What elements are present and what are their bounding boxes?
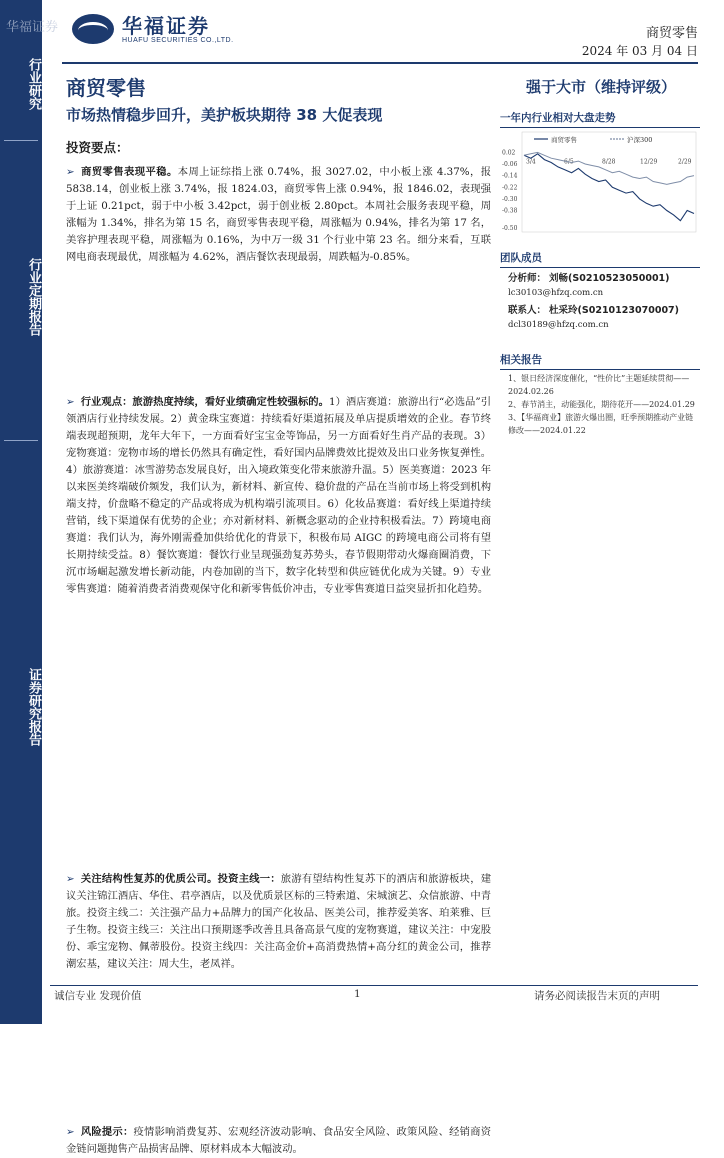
rating-label: 强于大市（维持评级） bbox=[525, 78, 676, 96]
section-risk-warning bbox=[66, 1124, 491, 1158]
section-body: 本周上证综指上涨 0.74%，报 3027.02，中小板上涨 4.37%，报 5838.14，创业板上涨 3.74%，报 1824.03，商贸零售上涨 0.94%，报 1846.02，表现强于上证 0.21pct，弱于中小板 3.42pct，弱于创业板 2.80pct。本周社会服务表现平稳，周涨幅为 1.34%，排名为第 15 名，商贸零售表现平稳，周涨幅为 0.94%，排名为第 17 名，美容护理表现平稳，周涨幅为 0.16%，为中万一级 31 个行业中第 23 名。细分来看，互联网电商表现最优，周涨幅为 4.62%，酒店餐饮表现最弱，周跌幅为-0.85%。 bbox=[66, 166, 491, 263]
contact-row bbox=[508, 302, 679, 316]
section-market-performance bbox=[66, 164, 491, 266]
analyst-name: 刘畅(S0210523050001) bbox=[549, 273, 670, 284]
section-body: 1）酒店赛道：旅游出行“必选品”引领酒店行业持续发展。2）黄金珠宝赛道：持续看好渠道拓展及单店提质增效的企业。春节终端表现超预期，龙年大年下，一方面看好宝宝金等饰品，另一方面看好生肖产品的表现。3）宠物赛道：宠物市场的增长仍然具有确定性，看好国内品牌费效比提效及出口业务恢复弹性。4）旅游赛道：冰雪游势态发展良好，出入境政策变化带来旅游升温。5）医美赛道：2023 年以来医美终端破价频发，我们认为，新材料、新宣传、稳价盘的产品在当前市场上将受到机构端支持，价盘略不稳定的产品或将成为机构端引流项目。6）化妆品赛道：看好线上渠道持续营销，线下渠道保有优势的企业；亦对新材料、新概念驱动的企业持积极看法。7）跨境电商赛道：我们认为，海外刚需叠加供给优化的背景下，积极布局 AIGC 的跨境电商公司将有望长期持续受益。8）餐饮赛道：餐饮行业呈现强劲复苏势头，春节假期带动火爆商圈消费，下沉市场崛起激发增长新动能，内卷加剧的当下，数字化转型和供应链优化成为关键。9）专业零售赛道：随着消费者消费观保守化和新零售低价冲击，专业零售赛道日益突显折扣化趋势。 bbox=[66, 396, 491, 595]
page-number: 1 bbox=[354, 988, 361, 1000]
footer-disclaimer: 请务必阅读报告末页的声明 bbox=[534, 990, 660, 1002]
x-tick-label: 12/29 bbox=[640, 158, 658, 166]
footer-divider bbox=[50, 985, 698, 986]
logo-en-text: HUAFU SECURITIES CO.,LTD. bbox=[122, 36, 234, 44]
legend-label-series-2: 沪深300 bbox=[627, 136, 653, 144]
arrow-bullet-icon: ➢ bbox=[66, 396, 75, 408]
analyst-role: 分析师： bbox=[508, 273, 547, 284]
team-section-title: 团队成员 bbox=[500, 250, 700, 268]
sidebar-label-top: 行业研究 bbox=[26, 58, 41, 110]
y-tick-label: -0.22 bbox=[502, 184, 518, 192]
y-tick-label: -0.30 bbox=[502, 195, 518, 203]
section-industry-view bbox=[66, 394, 491, 598]
relative-performance-chart bbox=[500, 128, 700, 248]
analyst-email[interactable]: lc30103@hfzq.com.cn bbox=[508, 288, 604, 298]
y-tick-label: -0.38 bbox=[502, 207, 518, 215]
section-body: 疫情影响消费复苏、宏观经济波动影响、食品安全风险、政策风险、经销商资金链问题抛售产品损害品牌、原材料成本大幅波动。 bbox=[66, 1126, 492, 1155]
arrow-bullet-icon: ➢ bbox=[66, 166, 75, 178]
header-date: 2024 年 03 月 04 日 bbox=[581, 44, 698, 58]
section-lead: 风险提示： bbox=[80, 1126, 134, 1138]
x-tick-label: 8/28 bbox=[602, 158, 616, 166]
chart-section-title: 一年内行业相对大盘走势 bbox=[500, 110, 700, 128]
related-reports-title: 相关报告 bbox=[500, 352, 700, 370]
key-points-label: 投资要点： bbox=[66, 140, 129, 155]
contact-role: 联系人： bbox=[508, 305, 547, 316]
section-body: 旅游有望结构性复苏下的酒店和旅游板块，建议关注锦江酒店、华住、君亭酒店，以及优质景区标的三特索道、宋城演艺、众信旅游、中青旅。投资主线二：关注强产品力+品牌力的国产化妆品、医美公司，推荐爱美客、珀莱雅、巨子生物。投资主线三：关注出口预期逐季改善且具备高景气度的宠物赛道，建议关注：中宠股份、乖宝宠物、佩蒂股份。投资主线四：关注高金价+高消费热情+高分红的黄金公司，推荐潮宏基，建议关注：周大生，老凤祥。 bbox=[66, 873, 492, 970]
legend-label-series-1: 商贸零售 bbox=[551, 136, 577, 144]
related-report-item[interactable]: 3、【华福商业】旅游火爆出圈，旺季预期推动产业链修改——2024.01.22 bbox=[508, 413, 694, 435]
header-category: 商贸零售 bbox=[645, 26, 698, 41]
watermark: 华福证券 bbox=[6, 20, 59, 35]
y-tick-label: -0.14 bbox=[502, 172, 518, 180]
sidebar-label-bottom: 证券研究报告 bbox=[26, 668, 41, 746]
related-reports-list bbox=[508, 372, 700, 437]
contact-name: 杜采玲(S0210123070007) bbox=[549, 305, 680, 316]
section-lead: 关注结构性复苏的优质公司。投资主线一： bbox=[80, 873, 281, 885]
company-logo bbox=[72, 14, 234, 44]
related-report-item[interactable]: 1、银日经济深度催化，“性价比”主题延续贯彻——2024.02.26 bbox=[508, 374, 690, 396]
header-divider bbox=[62, 62, 698, 64]
logo-cn-text: 华福证券 bbox=[122, 13, 210, 38]
x-tick-label: 6/5 bbox=[564, 158, 574, 166]
plot-area bbox=[522, 132, 696, 232]
arrow-bullet-icon: ➢ bbox=[66, 873, 75, 885]
sidebar-divider bbox=[4, 140, 38, 141]
section-lead: 商贸零售表现平稳。 bbox=[80, 166, 178, 178]
arrow-bullet-icon: ➢ bbox=[66, 1126, 75, 1138]
page-subtitle: 市场热情稳步回升，美护板块期待 38 大促表现 bbox=[66, 106, 383, 124]
logo-mark-icon bbox=[72, 14, 114, 44]
section-lead: 行业观点：旅游热度持续，看好业绩确定性较强标的。 bbox=[80, 396, 329, 408]
y-tick-label: -0.50 bbox=[502, 225, 518, 232]
related-report-item[interactable]: 2、春节消主，动能强化，期待花开——2024.01.29 bbox=[508, 400, 695, 409]
footer-slogan: 诚信专业 发现价值 bbox=[54, 990, 142, 1002]
sidebar-label-mid: 行业定期报告 bbox=[26, 258, 41, 336]
sidebar bbox=[0, 0, 42, 1024]
y-tick-label: -0.06 bbox=[502, 161, 518, 168]
page-title: 商贸零售 bbox=[66, 76, 146, 100]
sidebar-divider bbox=[4, 440, 38, 441]
section-investment-lines bbox=[66, 871, 491, 973]
y-tick-label: 0.02 bbox=[502, 149, 516, 157]
analyst-row bbox=[508, 270, 670, 284]
contact-email[interactable]: dcl30189@hfzq.com.cn bbox=[508, 320, 609, 330]
x-tick-label: 2/29 bbox=[678, 158, 692, 166]
x-tick-label: 3/4 bbox=[526, 158, 536, 166]
